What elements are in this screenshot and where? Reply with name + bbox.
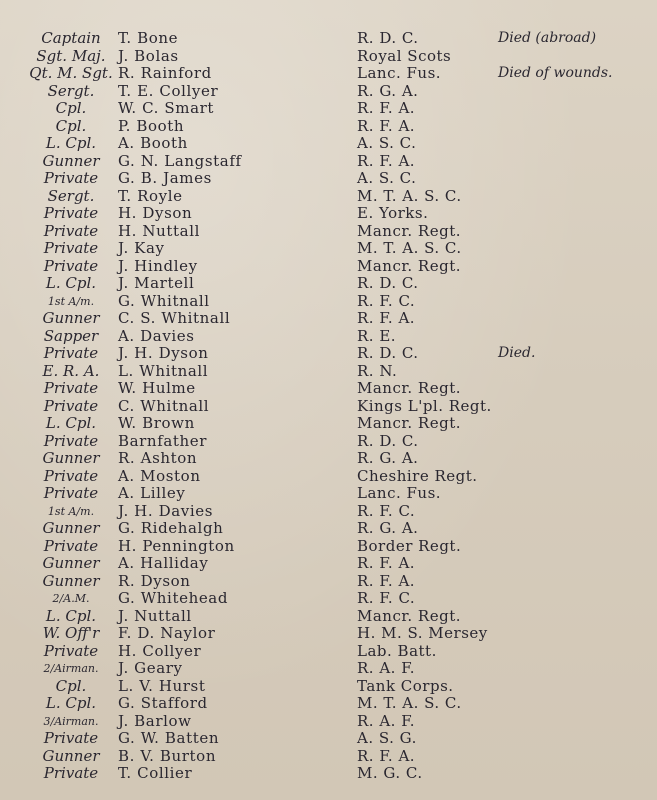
- soldier-name: J. Hindley: [118, 256, 198, 275]
- rank-label: Gunner: [42, 571, 100, 590]
- unit-label: R. G. A.: [357, 81, 419, 100]
- roll-entry: [0, 415, 657, 433]
- unit-label: R. F. C.: [357, 291, 416, 310]
- soldier-name: G. N. Langstaff: [118, 151, 242, 170]
- roll-entry: [0, 625, 657, 643]
- rank-label: L. Cpl.: [45, 606, 97, 625]
- rank-label: Private: [43, 396, 99, 415]
- unit-label: R. F. A.: [357, 151, 416, 170]
- roll-entry: [0, 555, 657, 573]
- soldier-name: H. Pennington: [118, 536, 235, 555]
- roll-entry: [0, 223, 657, 241]
- roll-entry: [0, 293, 657, 311]
- soldier-name: C. Whitnall: [118, 396, 210, 415]
- soldier-name: J. Kay: [118, 239, 165, 257]
- roll-entry: [0, 450, 657, 468]
- soldier-name: J. Barlow: [118, 711, 192, 730]
- status-note: Died.: [498, 345, 536, 361]
- unit-label: Mancr. Regt.: [357, 379, 461, 397]
- roll-entry: [0, 328, 657, 346]
- unit-label: M. T. A. S. C.: [357, 186, 462, 205]
- soldier-name: J. Bolas: [118, 46, 179, 65]
- unit-label: E. Yorks.: [357, 204, 429, 222]
- unit-label: Lanc. Fus.: [357, 64, 442, 82]
- status-note: Died of wounds.: [498, 65, 613, 81]
- roll-entry: [0, 48, 657, 66]
- rank-label: 3/Airman.: [43, 714, 99, 728]
- unit-label: R. E.: [357, 326, 397, 345]
- unit-label: Kings L'pl. Regt.: [357, 396, 492, 415]
- soldier-name: G. Stafford: [118, 694, 208, 712]
- soldier-name: A. Halliday: [118, 554, 209, 572]
- soldier-name: H. Nuttall: [118, 221, 200, 240]
- rank-label: E. R. A.: [42, 361, 100, 380]
- soldier-name: G. W. Batten: [118, 729, 220, 747]
- rank-label: Sergt.: [47, 186, 95, 205]
- unit-label: Mancr. Regt.: [357, 606, 461, 625]
- rank-label: Sgt. Maj.: [36, 46, 106, 65]
- roll-entry: [0, 695, 657, 713]
- soldier-name: T. Royle: [118, 186, 183, 205]
- soldier-name: F. D. Naylor: [118, 624, 216, 642]
- unit-label: A. S. C.: [357, 169, 417, 187]
- roll-entry: [0, 748, 657, 766]
- roll-entry: [0, 520, 657, 538]
- unit-label: R. F. A.: [357, 99, 416, 117]
- soldier-name: G. B. James: [118, 169, 212, 187]
- soldier-name: R. Dyson: [118, 571, 191, 590]
- unit-label: R. F. C.: [357, 589, 416, 607]
- unit-label: R. A. F.: [357, 711, 416, 730]
- rank-label: Private: [43, 379, 99, 397]
- unit-label: R. D. C.: [357, 344, 419, 362]
- roll-entry: [0, 83, 657, 101]
- soldier-name: G. Whitehead: [118, 589, 229, 607]
- soldier-name: H. Collyer: [118, 641, 202, 660]
- roll-entry: [0, 240, 657, 258]
- rank-label: Private: [43, 239, 99, 257]
- rank-label: Sergt.: [47, 81, 95, 100]
- roll-entry: [0, 503, 657, 521]
- roll-entry: [0, 310, 657, 328]
- rank-label: 2/Airman.: [43, 662, 99, 675]
- soldier-name: Barnfather: [118, 431, 208, 450]
- soldier-name: L. Whitnall: [118, 361, 209, 380]
- roll-entry: [0, 468, 657, 486]
- soldier-name: C. S. Whitnall: [118, 309, 231, 327]
- roll-entry: [0, 713, 657, 731]
- soldier-name: T. E. Collyer: [118, 81, 219, 100]
- rank-label: 2/A.M.: [52, 592, 90, 605]
- soldier-name: T. Bone: [118, 29, 179, 47]
- roll-entry: [0, 100, 657, 118]
- roll-entry: [0, 608, 657, 626]
- soldier-name: R. Rainford: [118, 64, 212, 82]
- rank-label: Private: [43, 729, 99, 747]
- roll-entry: [0, 205, 657, 223]
- roll-entry: [0, 153, 657, 171]
- unit-label: H. M. S. Mersey: [357, 624, 488, 642]
- soldier-name: T. Collier: [118, 764, 193, 782]
- soldier-name: J. H. Dyson: [118, 344, 209, 362]
- rank-label: Private: [43, 536, 99, 555]
- unit-label: Mancr. Regt.: [357, 256, 461, 275]
- soldier-name: P. Booth: [118, 116, 185, 135]
- rank-label: Private: [43, 221, 99, 240]
- rank-label: Private: [43, 256, 99, 275]
- soldier-name: H. Dyson: [118, 204, 193, 222]
- rank-label: L. Cpl.: [45, 134, 97, 152]
- rank-label: Captain: [41, 29, 101, 47]
- rank-label: Private: [43, 169, 99, 187]
- roll-entry: [0, 643, 657, 661]
- rank-label: Private: [43, 466, 99, 485]
- rank-label: Sapper: [43, 326, 99, 345]
- unit-label: Mancr. Regt.: [357, 221, 461, 240]
- unit-label: R. G. A.: [357, 449, 419, 467]
- unit-label: R. D. C.: [357, 274, 419, 292]
- rank-label: L. Cpl.: [45, 274, 97, 292]
- roll-entry: [0, 65, 657, 83]
- roll-of-honour: [0, 30, 657, 783]
- unit-label: Border Regt.: [357, 536, 462, 555]
- roll-entry: [0, 345, 657, 363]
- unit-label: Mancr. Regt.: [357, 414, 461, 432]
- unit-label: Tank Corps.: [357, 676, 454, 695]
- unit-label: M. T. A. S. C.: [357, 239, 462, 257]
- roll-entry: [0, 118, 657, 136]
- roll-entry: [0, 188, 657, 206]
- soldier-name: G. Ridehalgh: [118, 519, 224, 537]
- roll-entry: [0, 135, 657, 153]
- roll-entry: [0, 258, 657, 276]
- rank-label: Gunner: [42, 449, 100, 467]
- rank-label: Private: [43, 204, 99, 222]
- unit-label: R. G. A.: [357, 519, 419, 537]
- rank-label: 1st A/m.: [47, 504, 95, 518]
- rank-label: Gunner: [42, 554, 100, 572]
- unit-label: A. S. G.: [357, 729, 417, 747]
- soldier-name: A. Moston: [118, 466, 201, 485]
- roll-entry: [0, 398, 657, 416]
- unit-label: M. G. C.: [357, 764, 423, 782]
- unit-label: A. S. C.: [357, 134, 417, 152]
- status-note: Died (abroad): [498, 30, 597, 46]
- roll-entry: [0, 485, 657, 503]
- unit-label: Cheshire Regt.: [357, 466, 478, 485]
- roll-entry: [0, 660, 657, 678]
- roll-entry: [0, 380, 657, 398]
- unit-label: M. T. A. S. C.: [357, 694, 462, 712]
- soldier-name: W. Hulme: [118, 379, 196, 397]
- roll-entry: [0, 538, 657, 556]
- rank-label: Gunner: [42, 151, 100, 170]
- soldier-name: J. Geary: [118, 659, 183, 677]
- soldier-name: W. Brown: [118, 414, 195, 432]
- roll-entry: [0, 590, 657, 608]
- soldier-name: J. H. Davies: [118, 501, 214, 520]
- roll-entry: [0, 730, 657, 748]
- soldier-name: J. Martell: [118, 274, 195, 292]
- roll-entry: [0, 30, 657, 48]
- unit-label: R. A. F.: [357, 659, 416, 677]
- unit-label: Lanc. Fus.: [357, 484, 442, 502]
- unit-label: R. F. A.: [357, 309, 416, 327]
- soldier-name: A. Lilley: [118, 484, 186, 502]
- rank-label: L. Cpl.: [45, 694, 97, 712]
- roll-entry: [0, 275, 657, 293]
- soldier-name: L. V. Hurst: [118, 676, 206, 695]
- roll-entry: [0, 573, 657, 591]
- soldier-name: J. Nuttall: [118, 606, 192, 625]
- rank-label: 1st A/m.: [47, 294, 95, 308]
- roll-entry: [0, 363, 657, 381]
- rank-label: Private: [43, 431, 99, 450]
- unit-label: R. F. A.: [357, 571, 416, 590]
- roll-entry: [0, 765, 657, 783]
- soldier-name: R. Ashton: [118, 449, 198, 467]
- rank-label: Cpl.: [55, 99, 87, 117]
- rank-label: Gunner: [42, 309, 100, 327]
- unit-label: R. D. C.: [357, 29, 419, 47]
- unit-label: R. D. C.: [357, 431, 419, 450]
- unit-label: R. F. C.: [357, 501, 416, 520]
- unit-label: Lab. Batt.: [357, 641, 437, 660]
- soldier-name: A. Booth: [118, 134, 188, 152]
- rank-label: Qt. M. Sgt.: [29, 64, 113, 82]
- soldier-name: A. Davies: [118, 326, 195, 345]
- rank-label: Private: [43, 764, 99, 782]
- roll-entry: [0, 433, 657, 451]
- rank-label: Private: [43, 484, 99, 502]
- soldier-name: W. C. Smart: [118, 99, 215, 117]
- rank-label: L. Cpl.: [45, 414, 97, 432]
- rank-label: Gunner: [42, 746, 100, 765]
- unit-label: R. N.: [357, 361, 398, 380]
- unit-label: R. F. A.: [357, 116, 416, 135]
- unit-label: R. F. A.: [357, 554, 416, 572]
- unit-label: Royal Scots: [357, 46, 452, 65]
- rank-label: Cpl.: [55, 116, 87, 135]
- unit-label: R. F. A.: [357, 746, 416, 765]
- rank-label: Gunner: [42, 519, 100, 537]
- rank-label: Private: [43, 641, 99, 660]
- rank-label: Private: [43, 344, 99, 362]
- rank-label: Cpl.: [55, 676, 87, 695]
- roll-entry: [0, 170, 657, 188]
- soldier-name: B. V. Burton: [118, 746, 217, 765]
- rank-label: W. Off'r: [42, 624, 100, 642]
- soldier-name: G. Whitnall: [118, 291, 210, 310]
- roll-entry: [0, 678, 657, 696]
